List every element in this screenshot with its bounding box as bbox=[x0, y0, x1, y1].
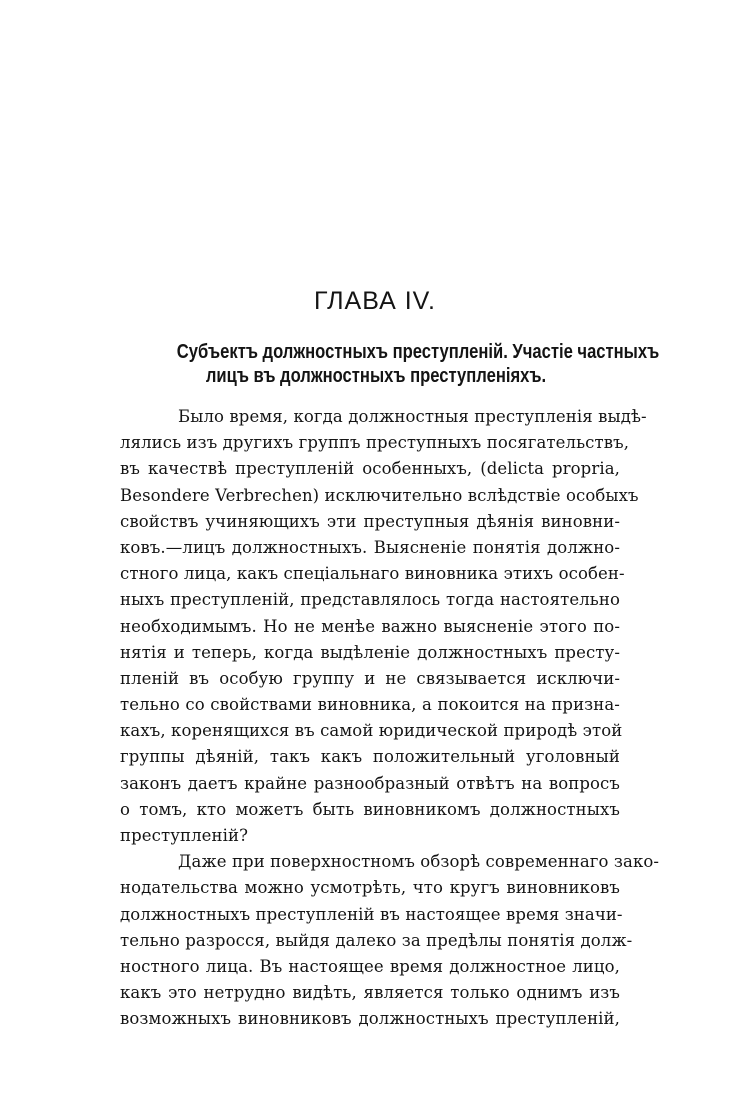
text-line: пленій въ особую группу и не связывается исключи- bbox=[120, 668, 620, 688]
text-line: Было время, когда должностныя преступленія выдѣ- bbox=[178, 407, 647, 426]
text-line: тельно разросся, выйдя далеко за предѣлы понятія долж- bbox=[120, 930, 633, 950]
text-line: ныхъ преступленій, представлялось тогда настоятельно bbox=[120, 590, 620, 610]
text-line: стного лица, какъ спеціальнаго виновника этихъ особен- bbox=[120, 564, 625, 584]
text-line: ностного лица. Въ настоящее время должностное лицо, bbox=[120, 956, 620, 976]
text-line: Besondere Verbrechen) исключительно вслѣдствіе особыхъ bbox=[120, 485, 639, 505]
text-line: свойствъ учиняющихъ эти преступныя дѣянія виновни- bbox=[120, 511, 620, 531]
text-line: тельно со свойствами виновника, а покоится на призна- bbox=[120, 695, 620, 715]
text-line: кахъ, коренящихся въ самой юридической природѣ этой bbox=[120, 721, 623, 741]
text-line: лялись изъ другихъ группъ преступныхъ посягательствъ, bbox=[120, 433, 630, 453]
text-line: преступленій? bbox=[120, 826, 249, 845]
text-line: какъ это нетрудно видѣть, является только однимъ изъ bbox=[120, 983, 620, 1003]
text-line: необходимымъ. Но не менѣе важно выясненіе этого по- bbox=[120, 616, 620, 636]
text-line: нятія и теперь, когда выдѣленіе должностныхъ престу- bbox=[120, 642, 620, 662]
text-line: должностныхъ преступленій въ настоящее время значи- bbox=[120, 904, 623, 924]
text-line: законъ даетъ крайне разнообразный отвѣтъ на вопросъ bbox=[120, 773, 620, 793]
text-line: ковъ.—лицъ должностныхъ. Выясненіе понятія должно- bbox=[120, 537, 620, 557]
chapter-title: ГЛАВА IV. bbox=[314, 287, 436, 315]
subtitle-line: Субъектъ должностныхъ преступленій. Участіе частныхъ bbox=[176, 341, 660, 363]
body-text bbox=[120, 404, 660, 1033]
subtitle-line: лицъ въ должностныхъ преступленіяхъ. bbox=[205, 365, 547, 387]
text-line: въ качествѣ преступленій особенныхъ, (delicta propria, bbox=[120, 459, 620, 479]
text-line: возможныхъ виновниковъ должностныхъ преступленій, bbox=[120, 1009, 620, 1029]
text-line: группы дѣяній, такъ какъ положительный уголовный bbox=[120, 747, 620, 767]
text-line: Даже при поверхностномъ обзорѣ современнаго зако- bbox=[178, 852, 660, 872]
chapter-subtitle bbox=[176, 340, 660, 388]
text-line: нодательства можно усмотрѣть, что кругъ виновниковъ bbox=[120, 878, 620, 898]
text-line: о томъ, кто можетъ быть виновникомъ должностныхъ bbox=[120, 799, 620, 819]
